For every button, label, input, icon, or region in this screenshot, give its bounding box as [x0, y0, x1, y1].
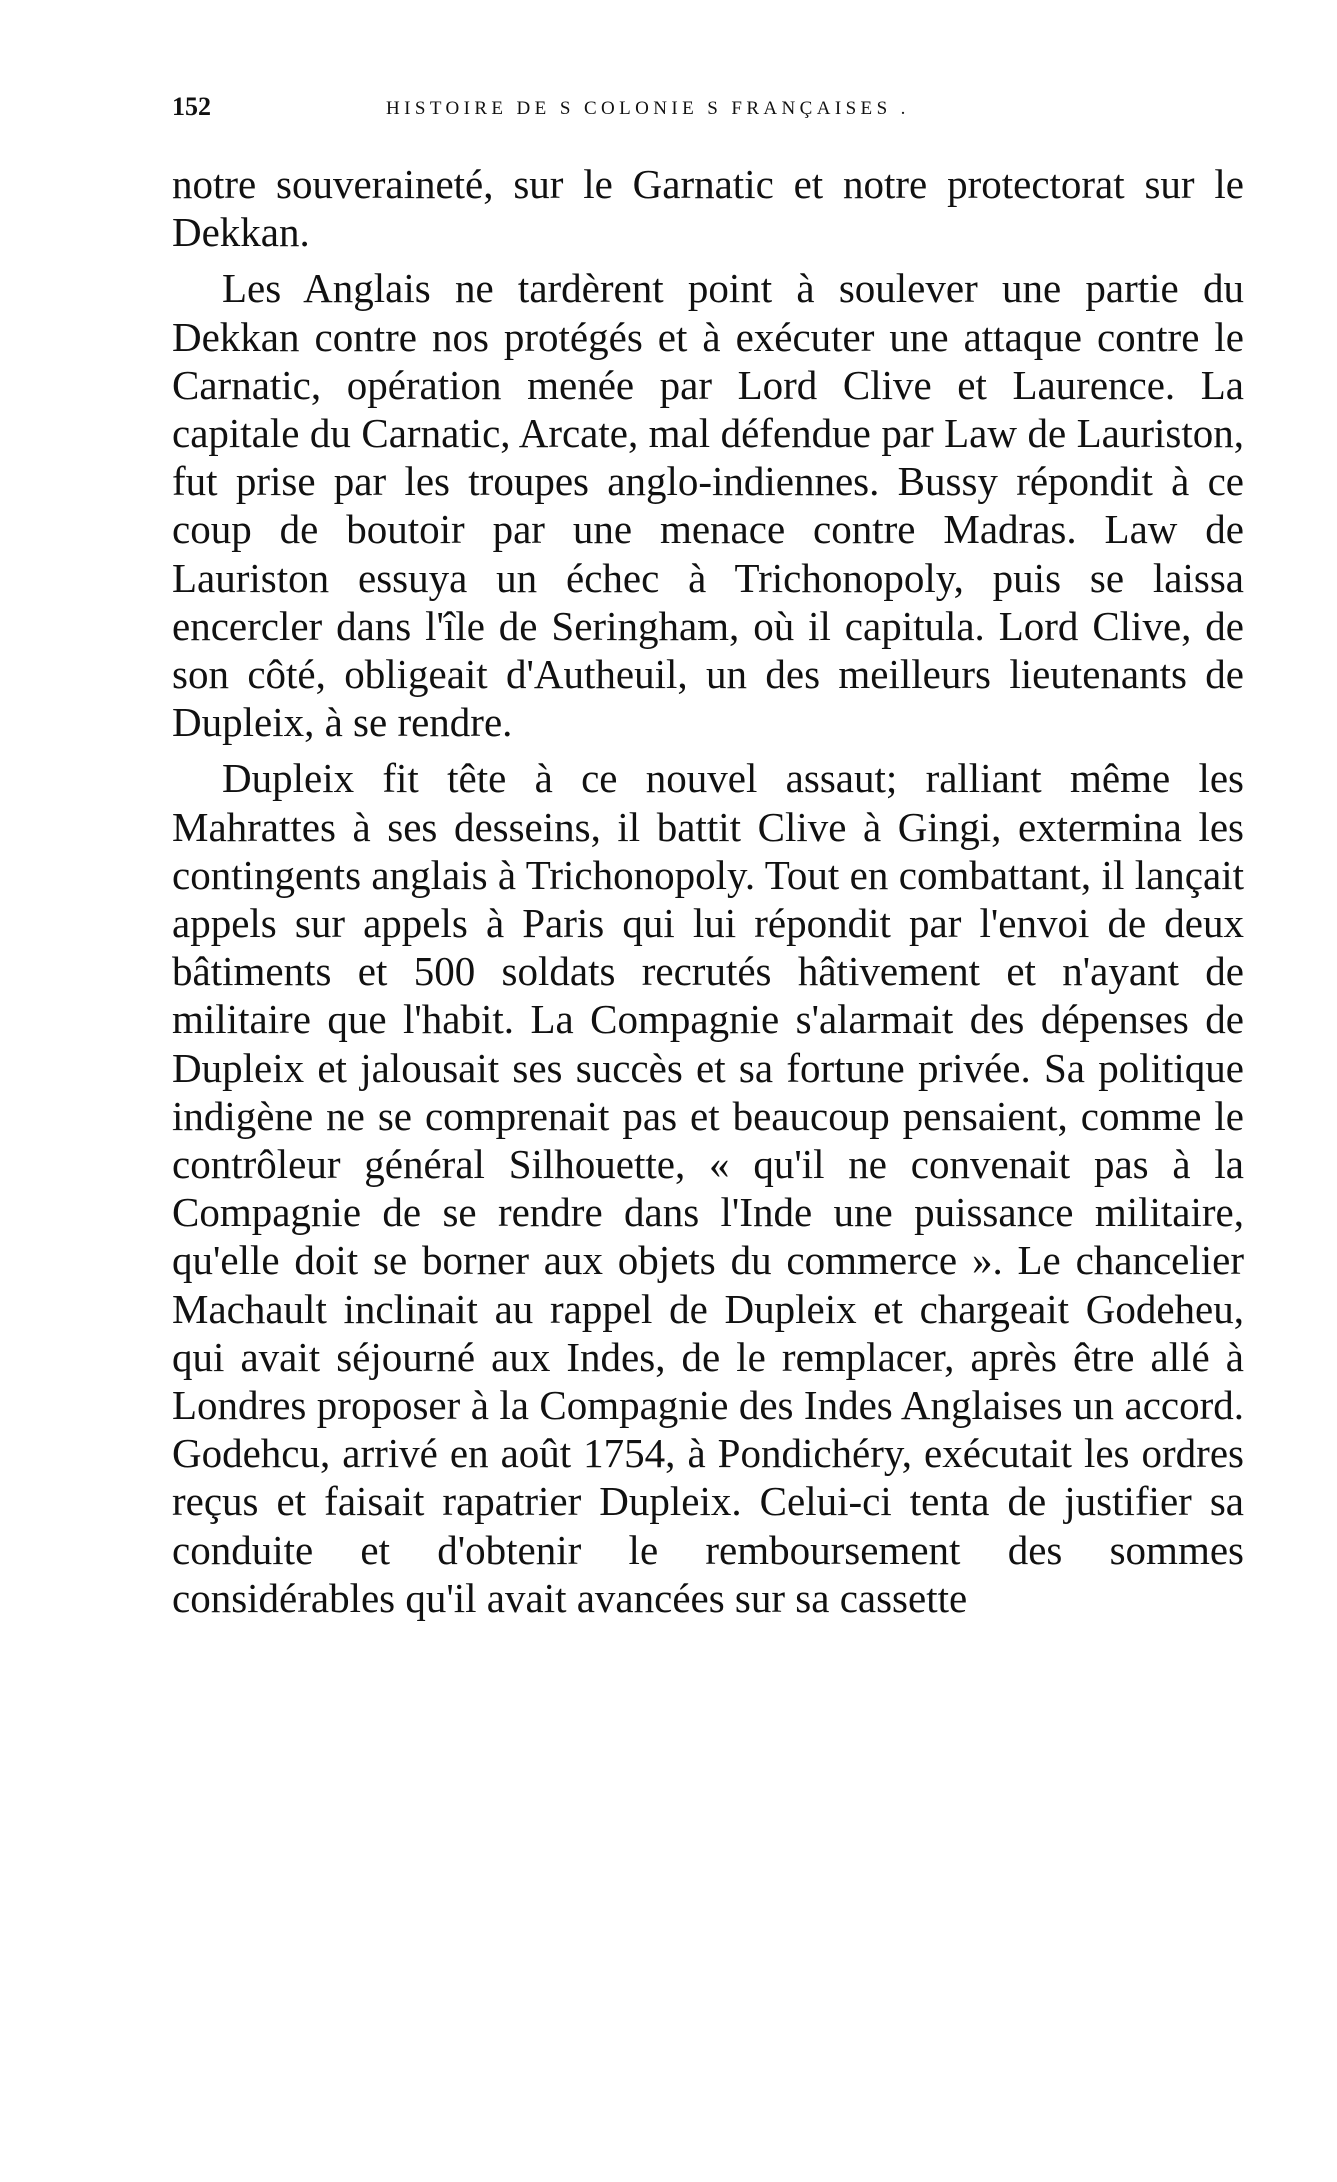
paragraph-1: notre souveraineté, sur le Garnatic et notre protectorat sur le Dekkan.: [172, 161, 1244, 256]
page-number: 152: [172, 92, 211, 121]
paragraph-2: Les Anglais ne tardèrent point à soulever une partie du Dekkan contre nos protégés et à exécuter une attaque contre le Carnatic, opération menée par Lord Clive et Laurence. La capitale du Carnatic, Arcate, mal défendue par Law de Lauriston, fut prise par les troupes anglo-indiennes. Bussy répondit à ce coup de boutoir par une menace contre Madras. Law de Lauriston essuya un échec à Trichonopoly, puis se laissa encercler dans l'île de Seringham, où il capitula. Lord Clive, de son côté, obligeait d'Autheuil, un des meilleurs lieutenants de Dupleix, à se rendre.: [172, 265, 1244, 746]
running-title: HISTOIRE DE S COLONIE S FRANÇAISES .: [386, 98, 910, 119]
paragraph-3: Dupleix fit tête à ce nouvel assaut; ralliant même les Mahrattes à ses desseins, il battit Clive à Gingi, extermina les contingents anglais à Trichonopoly. Tout en combattant, il lançait appels sur appels à Paris qui lui répondit par l'envoi de deux bâtiments et 500 soldats recrutés hâtivement et n'ayant de militaire que l'habit. La Compagnie s'alarmait des dépenses de Dupleix et jalousait ses succès et sa fortune privée. Sa politique indigène ne se comprenait pas et beaucoup pensaient, comme le contrôleur général Silhouette, « qu'il ne convenait pas à la Compagnie de se rendre dans l'Inde une puissance militaire, qu'elle doit se borner aux objets du commerce ». Le chancelier Machault inclinait au rappel de Dupleix et chargeait Godeheu, qui avait séjourné aux Indes, de le remplacer, après être allé à Londres proposer à la Compagnie des Indes Anglaises un accord. Godehcu, arrivé en août 1754, à Pondichéry, exécutait les ordres reçus et faisait rapatrier Dupleix. Celui-ci tenta de justifier sa conduite et d'obtenir le remboursement des sommes considérables qu'il avait avancées sur sa cassette: [172, 755, 1244, 1621]
body-text: [172, 160, 1244, 1622]
page-header: [172, 92, 1252, 132]
